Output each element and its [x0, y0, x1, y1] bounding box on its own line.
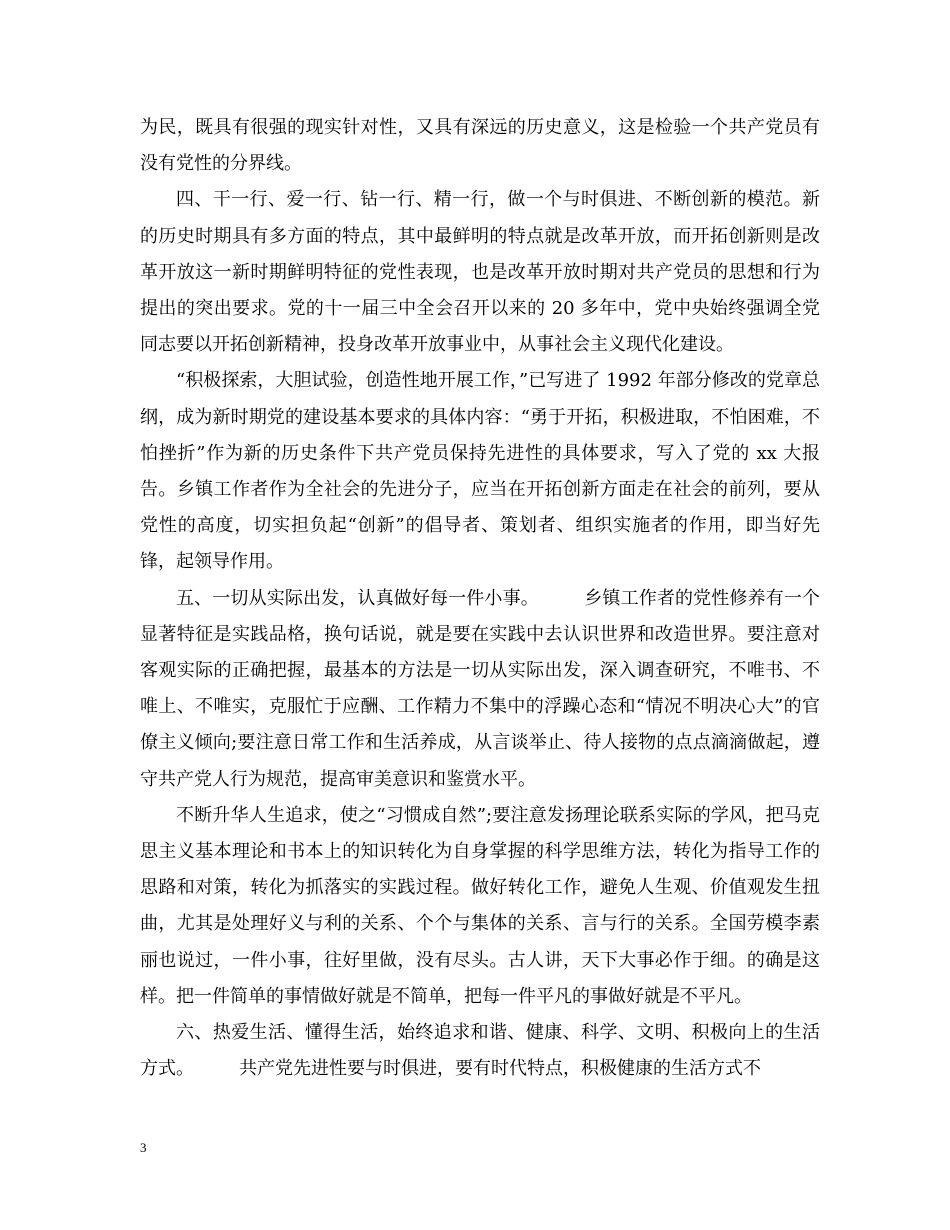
paragraph-section-four: 四、干一行、爱一行、钻一行、精一行，做一个与时俱进、不断创新的模范。新的历史时期具有多方面的特点，其中最鲜明的特点就是改革开放，而开拓创新则是改革开放这一新时期鲜明特征的党性表现，也是改革开放时期对共产党员的思想和行为提出的突出要求。党的十一届三中全会召开以来的 20 多年中，党中央始终强调全党同志要以开拓创新精神，投身改革开放事业中，从事社会主义现代化建设。 [140, 189, 820, 356]
page-number: 3 [140, 1140, 147, 1155]
document-body [140, 110, 820, 1087]
paragraph-party-charter: “积极探索，大胆试验，创造性地开展工作，”已写进了 1992 年部分修改的党章总纲，成为新时期党的建设基本要求的具体内容：“勇于开拓，积极进取，不怕困难，不怕挫折”作为新的历史条件下共产党员保持先进性的具体要求，写入了党的 xx 大报告。乡镇工作者作为全社会的先进分子，应当在开拓创新方面走在社会的前列，要从党性的高度，切实担负起“创新”的倡导者、策划者、组织实施者的作用，即当好先锋，起领导作用。 [140, 370, 820, 573]
paragraph-life-pursuit: 不断升华人生追求，使之“习惯成自然”;要注意发扬理论联系实际的学风，把马克思主义基本理论和书本上的知识转化为自身掌握的科学思维方法，转化为指导工作的思路和对策，转化为抓落实的实践过程。做好转化工作，避免人生观、价值观发生扭曲，尤其是处理好义与利的关系、个个与集体的关系、言与行的关系。全国劳模李素丽也说过，一件小事，往好里做，没有尽头。古人讲，天下大事必作于细。的确是这样。把一件简单的事情做好就是不简单，把每一件平凡的事做好就是不平凡。 [140, 804, 820, 1007]
paragraph-continuation: 为民，既具有很强的现实针对性，又具有深远的历史意义，这是检验一个共产党员有没有党性的分界线。 [140, 117, 820, 175]
paragraph-section-five: 五、一切从实际出发，认真做好每一件小事。 乡镇工作者的党性修养有一个显著特征是实践品格，换句话说，就是要在实践中去认识世界和改造世界。要注意对客观实际的正确把握，最基本的方法是一切从实际出发，深入调查研究，不唯书、不唯上、不唯实，克服忙于应酬、工作精力不集中的浮躁心态和“情况不明决心大”的官僚主义倾向;要注意日常工作和生活养成，从言谈举止、待人接物的点点滴滴做起，遵守共产党人行为规范，提高审美意识和鉴赏水平。 [140, 587, 820, 790]
paragraph-section-six: 六、热爱生活、懂得生活，始终追求和谐、健康、科学、文明、积极向上的生活方式。 共产党先进性要与时俱进，要有时代特点，积极健康的生活方式不 [140, 1022, 820, 1080]
